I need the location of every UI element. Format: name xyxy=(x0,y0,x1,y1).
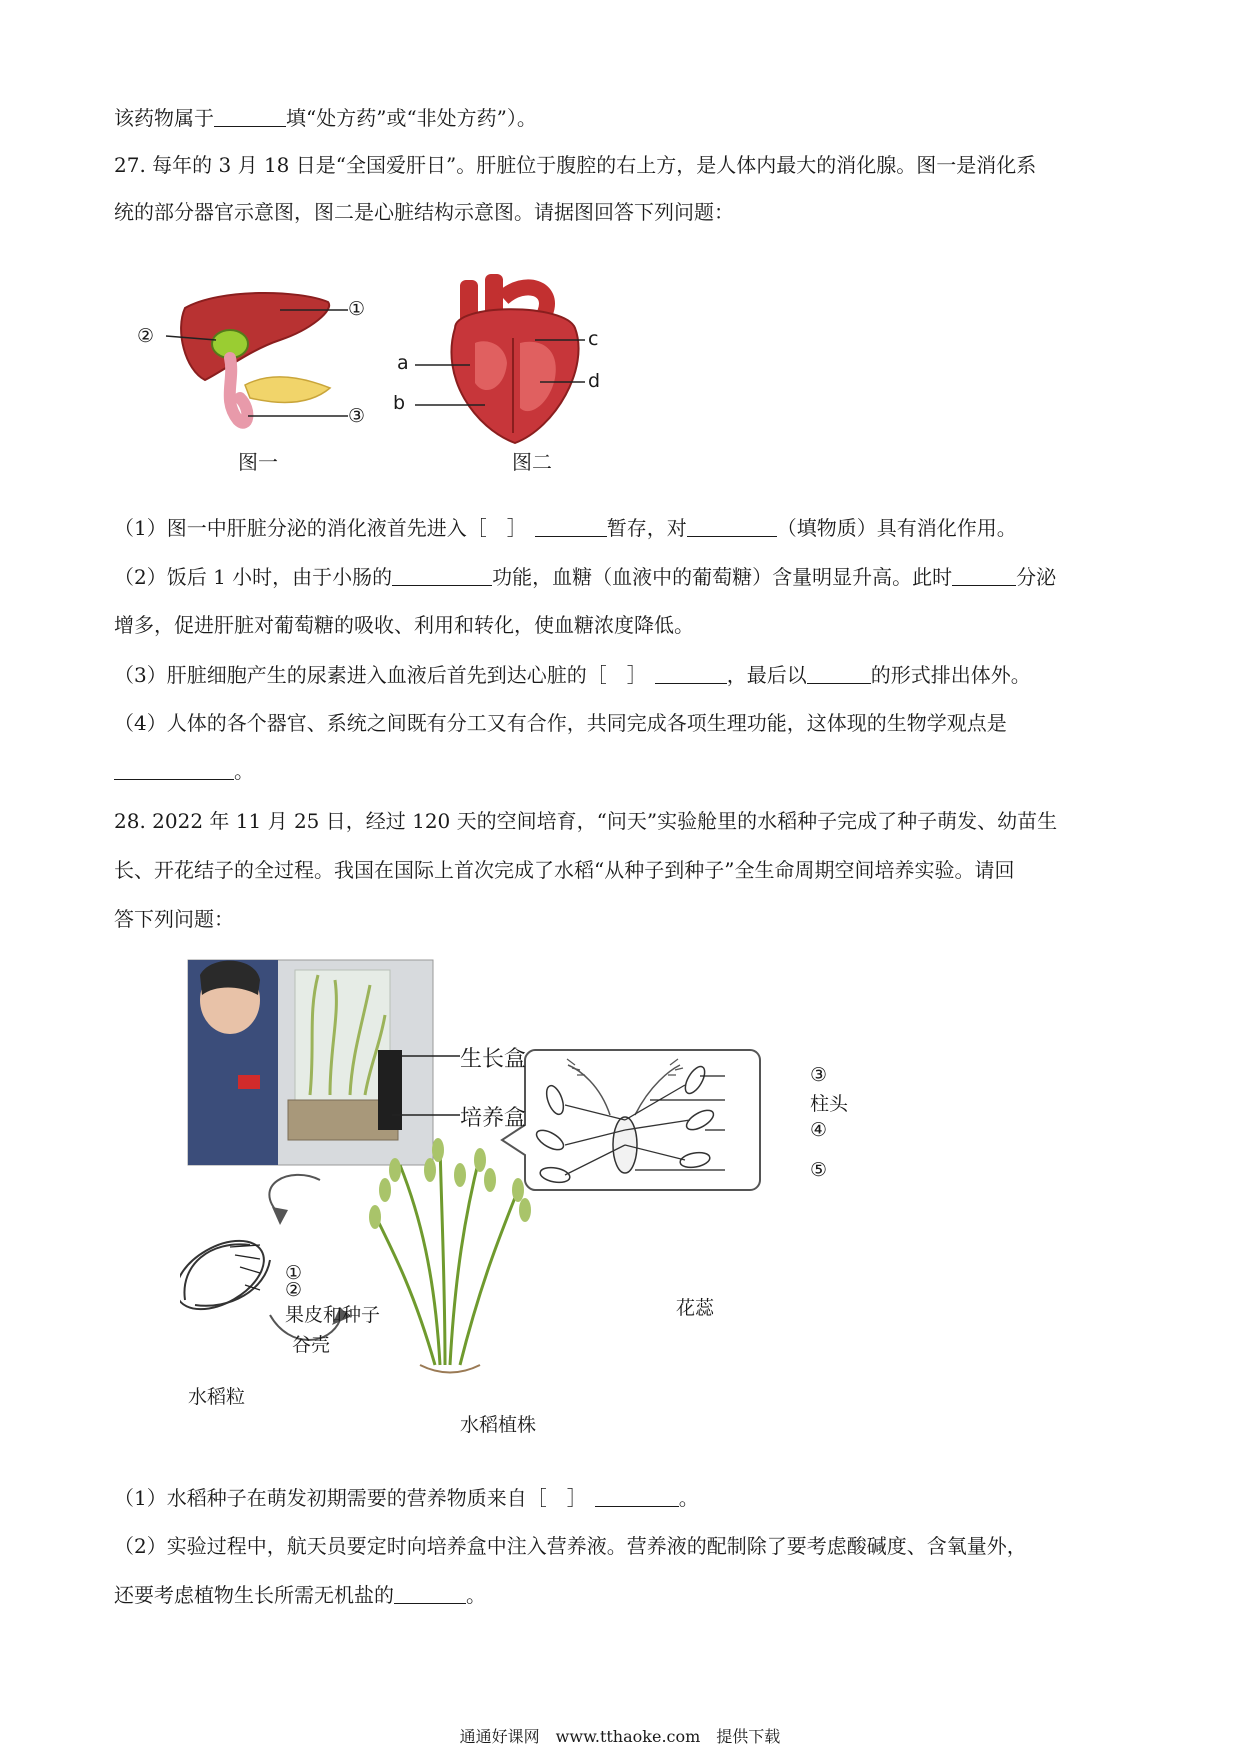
q27-sub-1: （1）图一中肝脏分泌的消化液首先进入［ ］ 暂存，对 （填物质）具有消化作用。 xyxy=(114,516,1017,540)
fig1-label-3: ③ xyxy=(348,405,366,427)
fig2-label-d: d xyxy=(588,370,601,392)
answer-blank[interactable] xyxy=(535,514,607,537)
answer-blank[interactable] xyxy=(952,563,1016,586)
question-27-line-2: 统的部分器官示意图，图二是心脏结构示意图。请据图回答下列问题： xyxy=(114,200,734,224)
grain-label-1: ① xyxy=(285,1262,303,1284)
figure-2-caption: 图二 xyxy=(512,450,552,474)
grain-caption: 水稻粒 xyxy=(188,1386,246,1408)
fig2-label-a: a xyxy=(397,352,409,374)
flower-label-5: ⑤ xyxy=(810,1159,828,1181)
q27-sub-3: （3）肝脏细胞产生的尿素进入血液后首先到达心脏的［ ］ ，最后以 的形式排出体外。 xyxy=(114,663,1031,687)
fig1-label-1: ① xyxy=(348,298,366,320)
answer-blank[interactable] xyxy=(595,1484,679,1507)
q27-sub-4a: （4）人体的各个器官、系统之间既有分工又有合作，共同完成各项生理功能，这体现的生物学观点是 xyxy=(114,711,1007,735)
grain-label-2: ② xyxy=(285,1279,303,1301)
q28-sub-1: （1）水稻种子在萌发初期需要的营养物质来自［ ］ 。 xyxy=(114,1486,699,1510)
question-28-line-1: 28. 2022 年 11 月 25 日，经过 120 天的空间培育，“问天”实验舱里的水稻种子完成了种子萌发、幼苗生 xyxy=(114,809,1058,833)
grain-label-pericarp: 果皮和种子 xyxy=(285,1304,381,1326)
flower-caption: 花蕊 xyxy=(676,1297,715,1319)
page-footer: 通通好课网 www.tthaoke.com 提供下载 xyxy=(459,1727,781,1746)
fig2-label-c: c xyxy=(588,328,599,350)
question-27-line-1: 27. 每年的 3 月 18 日是“全国爱肝日”。肝脏位于腹腔的右上方，是人体内最大的消化腺。图一是消化系 xyxy=(114,153,1037,177)
culture-box-label: 培养盒 xyxy=(460,1106,527,1131)
question-28-line-3: 答下列问题： xyxy=(114,907,234,931)
text-line-0: 该药物属于 填“处方药”或“非处方药”）。 xyxy=(114,106,537,130)
growth-box-label: 生长盒 xyxy=(460,1047,527,1072)
q27-sub-2a: （2）饭后 1 小时，由于小肠的 功能，血糖（血液中的葡萄糖）含量明显升高。此时 分泌 xyxy=(114,565,1057,589)
flower-label-3: ③ xyxy=(810,1064,828,1086)
fig1-label-2: ② xyxy=(137,325,155,347)
figure-2-heart xyxy=(415,268,615,458)
plant-caption: 水稻植株 xyxy=(460,1414,537,1436)
answer-blank[interactable] xyxy=(807,661,871,684)
q27-sub-4b: 。 xyxy=(114,756,254,786)
flower-label-4: ④ xyxy=(810,1119,828,1141)
figure-rice xyxy=(180,955,880,1435)
grain-label-husk: 谷壳 xyxy=(292,1334,331,1356)
answer-blank[interactable] xyxy=(687,514,777,537)
q28-sub-2a: （2）实验过程中，航天员要定时向培养盒中注入营养液。营养液的配制除了要考虑酸碱度、含氧量外， xyxy=(114,1534,1027,1558)
answer-blank[interactable] xyxy=(114,757,234,780)
answer-blank[interactable] xyxy=(214,104,286,127)
flower-label-stigma: 柱头 xyxy=(810,1093,849,1115)
figure-1-caption: 图一 xyxy=(238,450,278,474)
answer-blank[interactable] xyxy=(655,661,727,684)
answer-blank[interactable] xyxy=(392,563,492,586)
fig2-label-b: b xyxy=(393,392,406,414)
question-28-line-2: 长、开花结子的全过程。我国在国际上首次完成了水稻“从种子到种子”全生命周期空间培养实验。请回 xyxy=(114,858,1015,882)
q28-sub-2b: 还要考虑植物生长所需无机盐的 。 xyxy=(114,1583,486,1607)
q27-sub-2b: 增多，促进肝脏对葡萄糖的吸收、利用和转化，使血糖浓度降低。 xyxy=(114,613,694,637)
answer-blank[interactable] xyxy=(394,1581,466,1604)
